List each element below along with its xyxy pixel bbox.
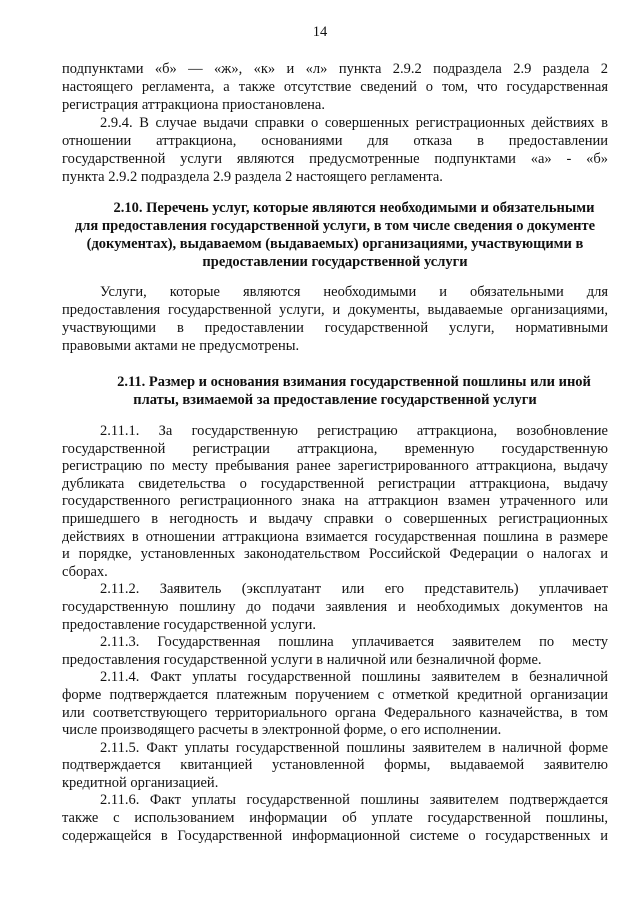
paragraph-2-11-6 xyxy=(62,792,608,845)
text-line: 2.9.4. В случае выдачи справки о совершенных регистрационных действиях в xyxy=(100,115,608,131)
text-line: правовыми актами не предусмотрены. xyxy=(62,338,300,354)
text-line: настоящего регламента, а также отсутствие сведений о том, что государственная xyxy=(62,79,608,95)
text-line: участвующими в предоставлении государственной услуги, нормативными xyxy=(62,320,608,336)
paragraph-2-9-3-continuation xyxy=(62,60,608,114)
paragraph-2-11-4 xyxy=(62,669,608,739)
text-line: государственной регистрации аттракциона, временную государственную xyxy=(62,440,608,457)
heading-line: 2.10. Перечень услуг, которые являются необходимыми и обязательными xyxy=(113,200,595,216)
text-line: форме подтверждается платежным поручением с отметкой кредитной организации xyxy=(62,686,608,703)
text-line: 2.11.3. Государственная пошлина уплачивается заявителем по месту xyxy=(100,634,608,651)
page-number: 14 xyxy=(312,24,328,40)
text-line: сборах. xyxy=(62,563,108,580)
text-line: государственного регистрационного знака на аттракцион взамен утраченного или xyxy=(62,493,608,510)
text-line: или соответствующего территориального органа Федерального казначейства, в том xyxy=(62,704,608,721)
section-heading-2-11 xyxy=(50,373,620,409)
heading-line: (документах), выдаваемом (выдаваемых) организациями, участвующими в xyxy=(86,236,584,252)
paragraph-2-10 xyxy=(62,283,608,355)
text-line: содержащейся в Государственной информационной системе о государственных и xyxy=(62,827,608,844)
paragraph-2-11-2 xyxy=(62,581,608,634)
text-line: 2.11.5. Факт уплаты государственной пошлины заявителем в наличной форме xyxy=(100,739,608,756)
text-line: пришедшего в негодность и выдачу справки о совершенных регистрационных xyxy=(62,510,608,527)
body-lower xyxy=(62,423,608,845)
paragraph-2-11-1 xyxy=(62,423,608,581)
heading-line: предоставлении государственной услуги xyxy=(202,254,468,270)
text-line: действиях в отношении аттракциона взимается государственная пошлина в размере xyxy=(62,528,608,545)
text-line: 2.11.2. Заявитель (эксплуатант или его представитель) уплачивает xyxy=(100,581,608,598)
text-line: государственной услуги являются предусмотренные подпунктами «а» - «б» xyxy=(62,151,608,167)
text-line: пункта 2.9.2 подраздела 2.9 раздела 2 настоящего регламента. xyxy=(62,169,443,185)
text-line: регистрация аттракциона приостановлена. xyxy=(62,97,325,113)
text-line: кредитной организацией. xyxy=(62,774,219,791)
text-line: государственную пошлину до подачи заявления и необходимых документов на xyxy=(62,598,608,615)
text-line: также с использованием информации об уплате государственной пошлины, xyxy=(62,810,608,827)
paragraph-2-11-3 xyxy=(62,634,608,669)
text-line: 2.11.4. Факт уплаты государственной пошлины заявителем в безналичной xyxy=(100,669,608,686)
body-upper xyxy=(62,60,608,186)
text-line: отношении аттракциона, основаниями для отказа в предоставлении xyxy=(62,133,608,149)
text-line: регистрацию по месту пребывания ранее зарегистрированного аттракциона, выдачу xyxy=(62,458,608,475)
heading-line: для предоставления государственной услуги, в том числе сведения о документе xyxy=(74,218,596,234)
paragraph-2-11-5 xyxy=(62,740,608,793)
text-line: числе производящего расчеты в электронной форме, о его исполнении. xyxy=(62,722,502,739)
text-line: предоставления государственной услуги в наличной или безналичной форме. xyxy=(62,651,542,668)
text-line: Услуги, которые являются необходимыми и обязательными для xyxy=(100,284,608,300)
heading-line: 2.11. Размер и основания взимания государственной пошлины или иной xyxy=(117,374,591,390)
paragraph-2-9-4 xyxy=(62,114,608,186)
text-line: предоставление государственной услуги. xyxy=(62,616,317,633)
text-line: подтверждается квитанцией установленной формы, выдаваемой заявителю xyxy=(62,757,608,774)
section-heading-2-10 xyxy=(50,199,620,271)
text-line: дубликата свидетельства о государственной регистрации аттракциона, выдачу xyxy=(62,475,608,492)
text-line: подпунктами «б» — «ж», «к» и «л» пункта 2.9.2 подраздела 2.9 раздела 2 xyxy=(62,61,608,77)
text-line: 2.11.6. Факт уплаты государственной пошлины заявителем подтверждается xyxy=(100,792,608,809)
text-line: 2.11.1. За государственную регистрацию аттракциона, возобновление xyxy=(100,423,608,439)
text-line: предоставления государственной услуги, и документы, выдаваемые организациями, xyxy=(62,302,608,318)
text-line: и порядке, установленных законодательством Российской Федерации о налогах и xyxy=(62,546,608,563)
heading-line: платы, взимаемой за предоставление государственной услуги xyxy=(133,392,537,408)
